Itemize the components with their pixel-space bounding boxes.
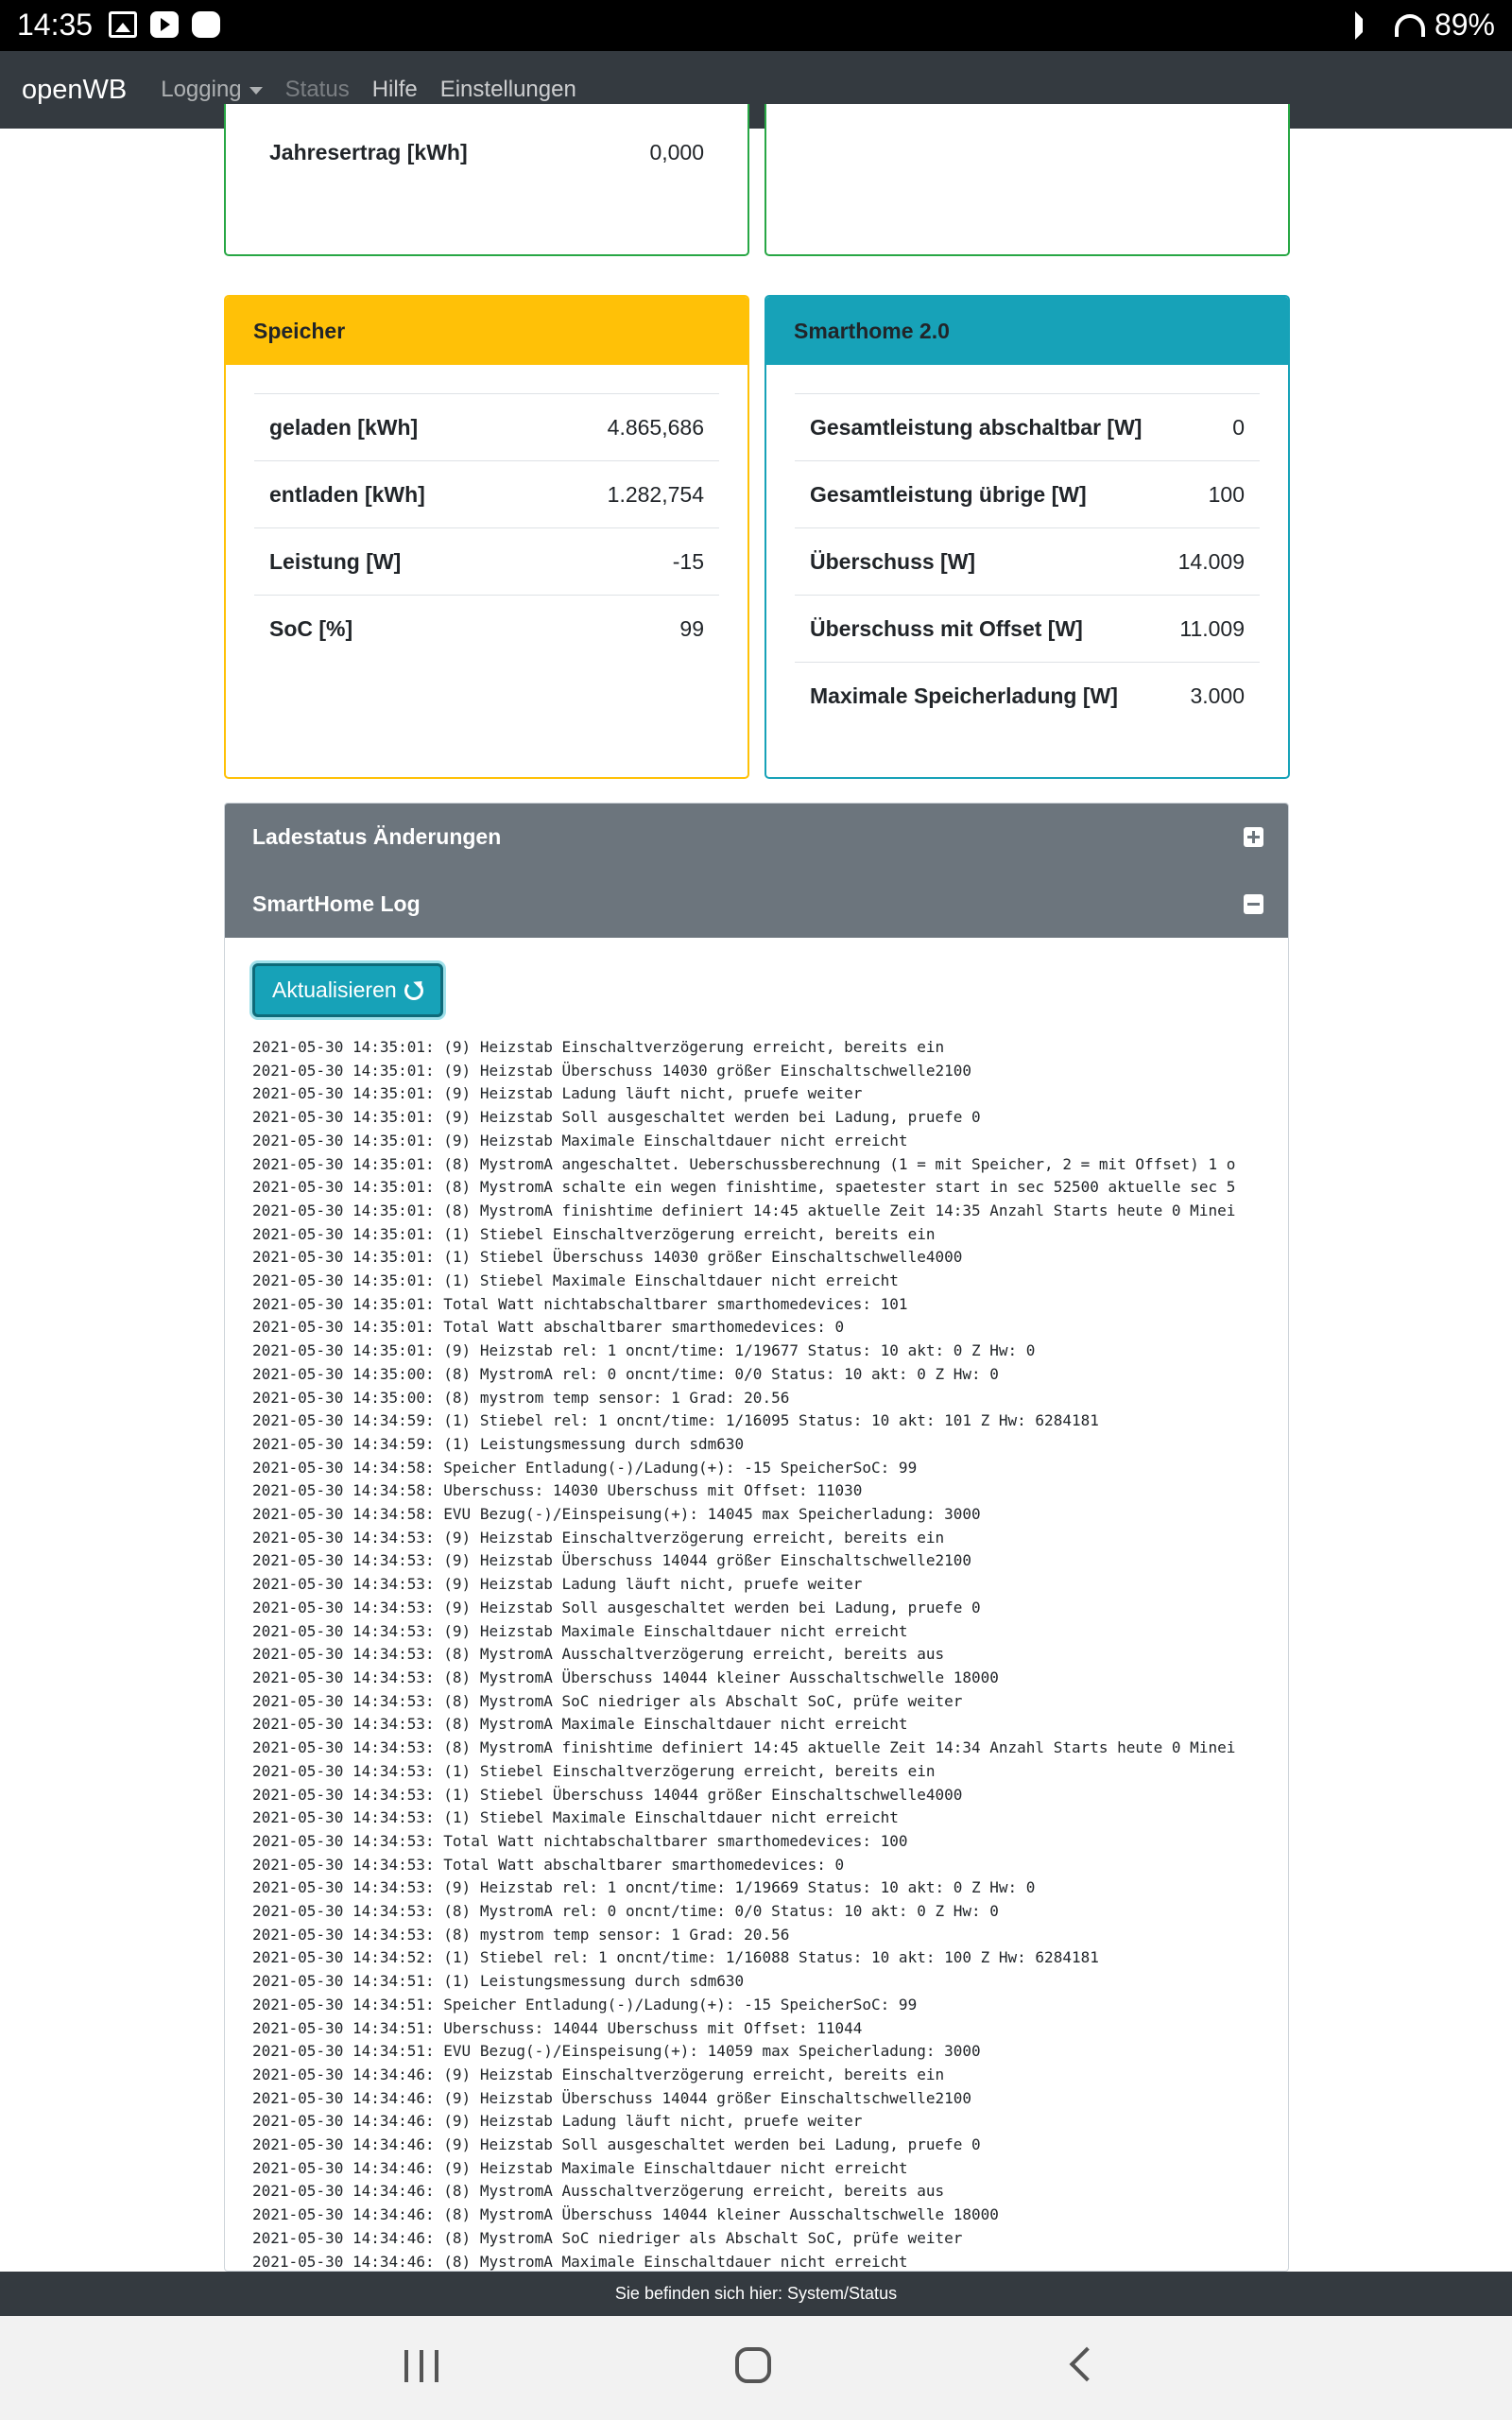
- speicher-card: [224, 295, 749, 779]
- smarthome-title: Smarthome 2.0: [766, 297, 1288, 365]
- log-line: 2021-05-30 14:34:58: EVU Bezug(-)/Einspeisung(+): 14045 max Speicherladung: 3000: [252, 1505, 981, 1524]
- android-nav-bar: [0, 2316, 1512, 2420]
- nav-status[interactable]: Status: [284, 77, 350, 102]
- back-icon[interactable]: [1070, 2347, 1105, 2382]
- log-line: 2021-05-30 14:34:51: Uberschuss: 14044 Uberschuss mit Offset: 11044: [252, 2018, 863, 2037]
- log-line: 2021-05-30 14:34:46: (8) MystromA Überschuss 14044 kleiner Ausschaltschwelle 18000: [252, 2205, 999, 2224]
- log-line: 2021-05-30 14:34:53: (1) Stiebel Maximale Einschaltdauer nicht erreicht: [252, 1808, 899, 1827]
- ladestatus-title: Ladestatus Änderungen: [252, 824, 502, 849]
- log-line: 2021-05-30 14:34:53: (8) MystromA Ausschaltverzögerung erreicht, bereits aus: [252, 1645, 945, 1664]
- log-line: 2021-05-30 14:35:01: (9) Heizstab rel: 1 oncnt/time: 1/19677 Status: 10 akt: 0 Z Hw: 0: [252, 1341, 1036, 1360]
- pv-row-jahresertrag: [254, 119, 719, 186]
- speicher-row-value: 4.865,686: [607, 414, 704, 440]
- smarthome-row-value: 3.000: [1190, 683, 1245, 708]
- log-line: 2021-05-30 14:35:01: (9) Heizstab Einschaltverzögerung erreicht, bereits ein: [252, 1038, 945, 1056]
- log-line: 2021-05-30 14:34:53: (8) mystrom temp sensor: 1 Grad: 20.56: [252, 1925, 790, 1944]
- log-line: 2021-05-30 14:34:46: (9) Heizstab Überschuss 14044 größer Einschaltschwelle2100: [252, 2088, 971, 2107]
- nav-logging-label: Logging: [161, 77, 242, 102]
- speicher-row-value: 1.282,754: [607, 481, 704, 507]
- log-line: 2021-05-30 14:35:00: (8) MystromA rel: 0 oncnt/time: 0/0 Status: 10 akt: 0 Z Hw: 0: [252, 1364, 999, 1383]
- log-line: 2021-05-30 14:34:59: (1) Leistungsmessung durch sdm630: [252, 1434, 745, 1453]
- log-line: 2021-05-30 14:35:01: (1) Stiebel Einschaltverzögerung erreicht, bereits ein: [252, 1224, 936, 1243]
- youtube-icon: [150, 11, 179, 38]
- nav-logging[interactable]: [161, 77, 262, 103]
- chevron-down-icon: [249, 87, 263, 95]
- log-line: 2021-05-30 14:34:53: (9) Heizstab Einschaltverzögerung erreicht, bereits ein: [252, 1528, 945, 1547]
- smarthome-log-header[interactable]: [225, 871, 1288, 938]
- smarthome-log-text: [252, 1036, 1262, 2272]
- log-line: 2021-05-30 14:34:46: (8) MystromA SoC niedriger als Abschalt SoC, prüfe weiter: [252, 2228, 963, 2247]
- smarthome-row: [795, 527, 1260, 595]
- log-line: 2021-05-30 14:35:01: (8) MystromA finishtime definiert 14:45 aktuelle Zeit 14:35 Anzahl Starts heute 0 Minei: [252, 1201, 1236, 1219]
- log-line: 2021-05-30 14:34:53: (8) MystromA finishtime definiert 14:45 aktuelle Zeit 14:34 Anzahl Starts heute 0 Minei: [252, 1738, 1236, 1757]
- mute-icon: [1355, 11, 1385, 40]
- speicher-row: [254, 595, 719, 662]
- smarthome-row-label: Gesamtleistung übrige [W]: [810, 481, 1087, 507]
- speicher-row: [254, 393, 719, 460]
- log-line: 2021-05-30 14:34:46: (9) Heizstab Ladung läuft nicht, pruefe weiter: [252, 2112, 863, 2131]
- log-line: 2021-05-30 14:34:53: (8) MystromA Maximale Einschaltdauer nicht erreicht: [252, 1715, 908, 1734]
- log-line: 2021-05-30 14:35:00: (8) mystrom temp sensor: 1 Grad: 20.56: [252, 1388, 790, 1407]
- log-line: 2021-05-30 14:34:46: (8) MystromA Ausschaltverzögerung erreicht, bereits aus: [252, 2182, 945, 2201]
- speicher-title: Speicher: [226, 297, 747, 365]
- recent-apps-icon[interactable]: [404, 2350, 438, 2382]
- smarthome-row-value: 11.009: [1179, 615, 1245, 641]
- log-line: 2021-05-30 14:34:53: (8) MystromA SoC niedriger als Abschalt SoC, prüfe weiter: [252, 1691, 963, 1710]
- log-line: 2021-05-30 14:35:01: (8) MystromA schalte ein wegen finishtime, spaetester start in sec 52500 aktuelle sec 5: [252, 1178, 1236, 1197]
- log-line: 2021-05-30 14:34:46: (9) Heizstab Maximale Einschaltdauer nicht erreicht: [252, 2158, 908, 2177]
- gallery-icon: [109, 11, 137, 38]
- wifi-icon: [1395, 14, 1425, 37]
- speicher-row-label: SoC [%]: [269, 615, 353, 641]
- log-accordion: [224, 803, 1289, 2272]
- log-line: 2021-05-30 14:34:53: (9) Heizstab Überschuss 14044 größer Einschaltschwelle2100: [252, 1551, 971, 1570]
- brand-logo[interactable]: openWB: [22, 74, 128, 105]
- log-line: 2021-05-30 14:35:01: (1) Stiebel Überschuss 14030 größer Einschaltschwelle4000: [252, 1248, 963, 1267]
- battery-level: 89%: [1434, 8, 1495, 42]
- nav-einstellungen[interactable]: Einstellungen: [439, 77, 576, 102]
- pv-label: Jahresertrag [kWh]: [269, 140, 468, 164]
- log-line: 2021-05-30 14:35:01: Total Watt nichtabschaltbarer smarthomedevices: 101: [252, 1294, 908, 1313]
- log-line: 2021-05-30 14:34:53: (9) Heizstab rel: 1 oncnt/time: 1/19669 Status: 10 akt: 0 Z Hw: 0: [252, 1878, 1036, 1897]
- refresh-label: Aktualisieren: [272, 977, 397, 1002]
- speicher-row-value: 99: [679, 615, 704, 641]
- log-line: 2021-05-30 14:35:01: (1) Stiebel Maximale Einschaltdauer nicht erreicht: [252, 1271, 899, 1290]
- speicher-row-label: entladen [kWh]: [269, 481, 425, 507]
- log-line: 2021-05-30 14:35:01: (9) Heizstab Soll ausgeschaltet werden bei Ladung, pruefe 0: [252, 1108, 981, 1127]
- smarthome-row-label: Gesamtleistung abschaltbar [W]: [810, 414, 1143, 440]
- log-line: 2021-05-30 14:34:53: (1) Stiebel Einschaltverzögerung erreicht, bereits ein: [252, 1761, 936, 1780]
- empty-green-card: [765, 104, 1290, 256]
- speicher-row: [254, 527, 719, 595]
- game-icon: [192, 11, 220, 38]
- smarthome-row: [795, 595, 1260, 662]
- smarthome-row-value: 14.009: [1177, 548, 1245, 574]
- smarthome-table: [795, 393, 1260, 729]
- collapse-minus-icon[interactable]: [1244, 894, 1263, 914]
- log-line: 2021-05-30 14:34:53: (9) Heizstab Maximale Einschaltdauer nicht erreicht: [252, 1621, 908, 1640]
- log-line: 2021-05-30 14:34:53: (9) Heizstab Ladung läuft nicht, pruefe weiter: [252, 1575, 863, 1594]
- log-line: 2021-05-30 14:34:51: EVU Bezug(-)/Einspeisung(+): 14059 max Speicherladung: 3000: [252, 2042, 981, 2061]
- log-line: 2021-05-30 14:34:46: (9) Heizstab Soll ausgeschaltet werden bei Ladung, pruefe 0: [252, 2135, 981, 2154]
- log-line: 2021-05-30 14:34:46: (8) MystromA Maximale Einschaltdauer nicht erreicht: [252, 2252, 908, 2271]
- smarthome-row-value: 100: [1208, 481, 1245, 507]
- smarthome-log-body: [225, 938, 1288, 2272]
- pv-value: 0,000: [649, 140, 704, 164]
- log-line: 2021-05-30 14:34:52: (1) Stiebel rel: 1 oncnt/time: 1/16088 Status: 10 akt: 100 Z Hw: 6284181: [252, 1948, 1099, 1967]
- log-line: 2021-05-30 14:34:46: (9) Heizstab Einschaltverzögerung erreicht, bereits ein: [252, 2065, 945, 2083]
- footer-breadcrumb: Sie befinden sich hier: System/Status: [0, 2272, 1512, 2316]
- smarthome-row: [795, 460, 1260, 527]
- smarthome-row: [795, 662, 1260, 729]
- speicher-table: [254, 393, 719, 662]
- speicher-row-label: Leistung [W]: [269, 548, 402, 574]
- log-line: 2021-05-30 14:34:51: (1) Leistungsmessung durch sdm630: [252, 1972, 745, 1991]
- home-icon[interactable]: [735, 2347, 771, 2383]
- pv-card: [224, 104, 749, 256]
- speicher-row-value: -15: [672, 548, 704, 574]
- smarthome-card: [765, 295, 1290, 779]
- smarthome-log-title: SmartHome Log: [252, 891, 421, 916]
- log-line: 2021-05-30 14:35:01: (9) Heizstab Überschuss 14030 größer Einschaltschwelle2100: [252, 1061, 971, 1080]
- speicher-row-label: geladen [kWh]: [269, 414, 419, 440]
- log-line: 2021-05-30 14:34:53: Total Watt abschaltbarer smarthomedevices: 0: [252, 1855, 845, 1874]
- smarthome-row-label: Überschuss [W]: [810, 548, 976, 574]
- log-line: 2021-05-30 14:34:53: Total Watt nichtabschaltbarer smarthomedevices: 100: [252, 1831, 908, 1850]
- log-line: 2021-05-30 14:34:58: Speicher Entladung(-)/Ladung(+): -15 SpeicherSoC: 99: [252, 1458, 918, 1477]
- notification-icons: [109, 11, 220, 38]
- smarthome-row: [795, 393, 1260, 460]
- speicher-row: [254, 460, 719, 527]
- ladestatus-header[interactable]: [225, 804, 1288, 871]
- log-line: 2021-05-30 14:34:53: (9) Heizstab Soll ausgeschaltet werden bei Ladung, pruefe 0: [252, 1598, 981, 1616]
- log-line: 2021-05-30 14:35:01: (9) Heizstab Ladung läuft nicht, pruefe weiter: [252, 1084, 863, 1103]
- system-indicators: [1355, 8, 1495, 43]
- log-line: 2021-05-30 14:35:01: (9) Heizstab Maximale Einschaltdauer nicht erreicht: [252, 1131, 908, 1150]
- log-line: 2021-05-30 14:34:59: (1) Stiebel rel: 1 oncnt/time: 1/16095 Status: 10 akt: 101 Z Hw: 6284181: [252, 1411, 1099, 1430]
- status-time: 14:35: [17, 8, 94, 42]
- log-line: 2021-05-30 14:34:53: (8) MystromA rel: 0 oncnt/time: 0/0 Status: 10 akt: 0 Z Hw: 0: [252, 1902, 999, 1921]
- log-line: 2021-05-30 14:35:01: Total Watt abschaltbarer smarthomedevices: 0: [252, 1318, 845, 1337]
- log-line: 2021-05-30 14:34:53: (1) Stiebel Überschuss 14044 größer Einschaltschwelle4000: [252, 1785, 963, 1804]
- expand-plus-icon[interactable]: [1244, 827, 1263, 847]
- refresh-button[interactable]: [252, 963, 443, 1017]
- smarthome-row-value: 0: [1232, 414, 1245, 440]
- log-line: 2021-05-30 14:34:53: (8) MystromA Überschuss 14044 kleiner Ausschaltschwelle 18000: [252, 1668, 999, 1686]
- refresh-icon: [404, 981, 423, 1000]
- smarthome-row-label: Überschuss mit Offset [W]: [810, 615, 1083, 641]
- log-line: 2021-05-30 14:34:51: Speicher Entladung(-)/Ladung(+): -15 SpeicherSoC: 99: [252, 1995, 918, 2014]
- android-status-bar: [0, 0, 1512, 51]
- smarthome-row-label: Maximale Speicherladung [W]: [810, 683, 1118, 708]
- nav-hilfe[interactable]: Hilfe: [371, 77, 418, 102]
- log-line: 2021-05-30 14:35:01: (8) MystromA angeschaltet. Ueberschussberechnung (1 = mit Speicher, 2 = mit Offset) 1 o: [252, 1154, 1236, 1173]
- log-line: 2021-05-30 14:34:58: Uberschuss: 14030 Uberschuss mit Offset: 11030: [252, 1481, 863, 1500]
